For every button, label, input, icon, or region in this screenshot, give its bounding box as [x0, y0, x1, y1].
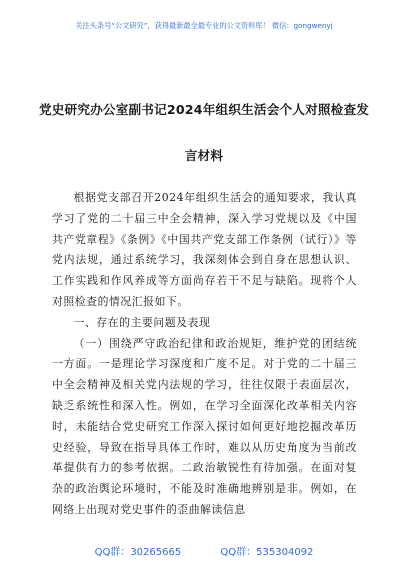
qq-group-1: QQ群：30265665 [94, 547, 182, 558]
qq-group-2: QQ群：535304092 [220, 547, 314, 558]
section-heading-1: 一、存在的主要问题及表现 [73, 315, 211, 329]
document-title-line-1: 党史研究办公室副书记2024年组织生活会个人对照检查发 [38, 102, 370, 117]
paragraph-section-1-1: （一）围绕严守政治纪律和政治规矩，维护党的团结统一方面。一是理论学习深度和广度不足。对于党的二十届三中全会精神及相关党内法规的学习，往往仅限于表面层次，缺乏系统性和深入性。例如，在学习全面深化改革相关内容时，未能结合党史研究工作深入探讨如何更好地挖掘改革历史经验，导致在指导具体工作时，难以从历史角度为当前改革提供有力的参考依据。二政治敏锐性有待加强。在面对复杂的政治舆论环境时，不能及时准确地辨别是非。例如，在网络上出现对党史事件的歪曲解读信息 [52, 336, 357, 516]
footer-contact [0, 543, 408, 558]
document-body [52, 188, 357, 521]
paragraph-intro: 根据党支部召开2024年组织生活会的通知要求，我认真学习了党的二十届三中全会精神，深入学习党规以及《中国共产党章程》《条例》《中国共产党支部工作条例（试行）》等党内法规，通过系统学习，我深刻体会到自身在思想认识、工作实践和作风养成等方面尚存若干不足与缺陷。现将个人对照检查的情况汇报如下。 [52, 191, 357, 308]
promo-banner: 关注头条号“公文研究”，获得最新最全最专业的公文资料库！ 微信：gongwenyj [75, 21, 333, 30]
document-title-line-2: 言材料 [184, 148, 224, 163]
